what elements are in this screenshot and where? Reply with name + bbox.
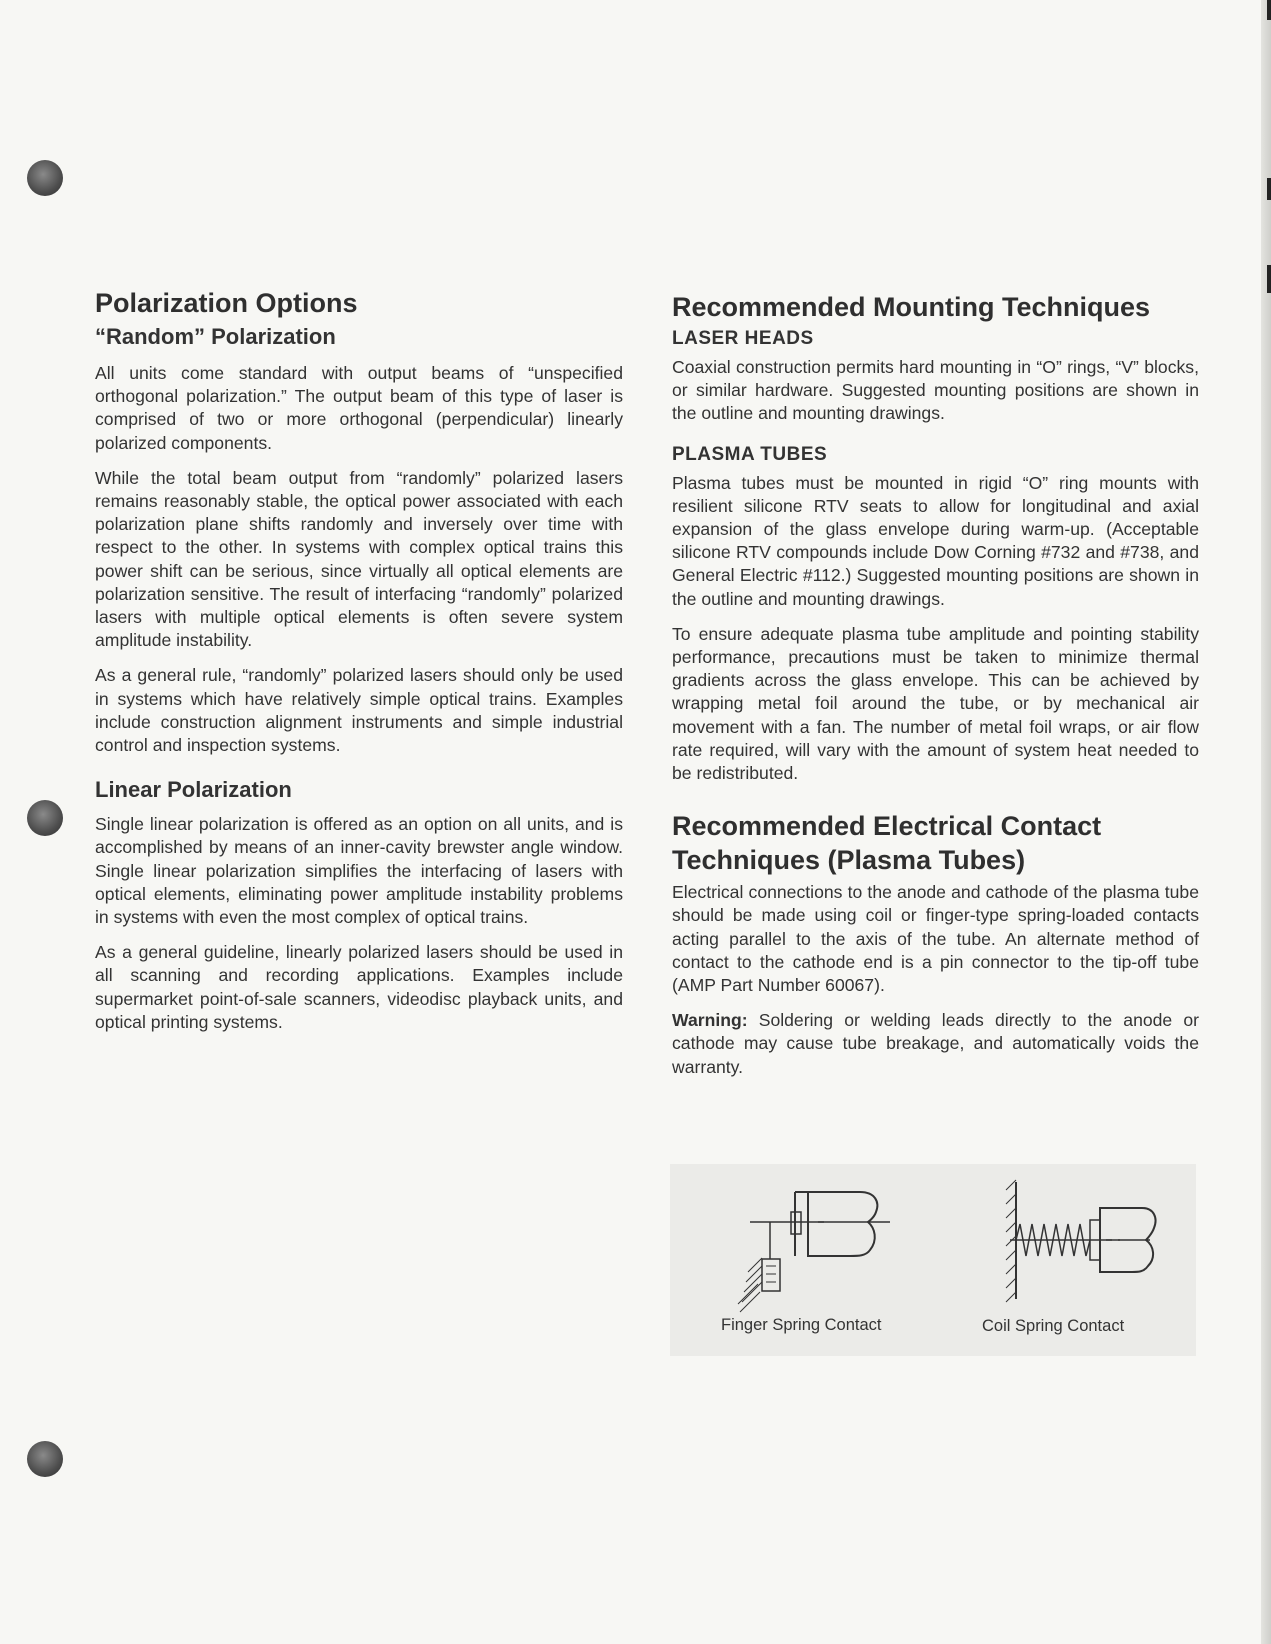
page-edge	[1261, 0, 1271, 1644]
linear-paragraph-2: As a general guideline, linearly polarized lasers should be used in all scanning and recording applications. Examples include supermarket point-of-sale scanners, videodisc playback units, and optical printing systems.	[95, 942, 623, 1032]
right-column	[672, 290, 1199, 1091]
plasma-tubes-heading: PLASMA TUBES	[672, 443, 828, 465]
linear-polarization-heading: Linear Polarization	[95, 777, 292, 803]
electrical-heading-line-2: Techniques (Plasma Tubes)	[672, 845, 1026, 876]
electrical-contact-heading	[672, 809, 1199, 877]
electrical-heading-line-1: Recommended Electrical Contact	[672, 811, 1102, 842]
contact-diagram-figure	[670, 1164, 1196, 1356]
warning-label: Warning:	[672, 1010, 748, 1031]
warning-paragraph	[672, 1009, 1199, 1079]
random-paragraph-1: All units come standard with output beams of “unspecified orthogonal polarization.” The output beam of this type of laser is comprised of two or more orthogonal (perpendicular) linearly polarized components.	[95, 363, 623, 453]
coil-spring-contact-diagram	[1006, 1180, 1156, 1302]
laser-heads-heading: LASER HEADS	[672, 328, 814, 349]
edge-mark	[1267, 265, 1271, 293]
punch-hole-middle	[27, 800, 63, 836]
warning-text: Soldering or welding leads directly to the anode or cathode may cause tube breakage, and automatically voids the warranty.	[672, 1010, 1199, 1077]
plasma-tubes-paragraph-1: Plasma tubes must be mounted in rigid “O” ring mounts with resilient silicone RTV seats to allow for longitudinal and axial expansion of the glass envelope during warm-up. (Acceptable silicone RTV compounds include Dow Corning #732 and #738, and General Electric #112.) Suggested mounting positions are shown in the outline and mounting drawings.	[672, 472, 1199, 609]
mounting-techniques-heading: Recommended Mounting Techniques	[672, 292, 1151, 322]
plasma-tubes-paragraph-2: To ensure adequate plasma tube amplitude and pointing stability performance, precautions must be taken to minimize thermal gradients across the glass envelope. This can be achieved by wrapping metal foil around the tube, or by mechanical air movement with a fan. The number of metal foil wraps, or air flow rate required, will vary with the amount of system heat needed to be redistributed.	[672, 623, 1199, 784]
random-polarization-heading: “Random” Polarization	[95, 324, 336, 349]
linear-paragraph-1: Single linear polarization is offered as an option on all units, and is accomplished by means of an inner-cavity brewster angle window. Single linear polarization simplifies the interfacing of lasers with optical elements, eliminating power amplitude instability problems in systems with even the most complex of optical trains.	[95, 814, 623, 928]
electrical-paragraph: Electrical connections to the anode and cathode of the plasma tube should be made using coil or finger-type spring-loaded contacts acting parallel to the axis of the tube. An alternate method of contact to the cathode end is a pin connector to the tip-off tube (AMP Part Number 60067).	[672, 882, 1199, 996]
random-paragraph-2: While the total beam output from “randomly” polarized lasers remains reasonably stable, the optical power associated with each polarization plane shifts randomly and inversely over time with respect to the other. In systems with complex optical trains this power shift can be serious, since virtually all optical elements are polarization sensitive. The result of interfacing “randomly” polarized lasers with multiple optical elements is often severe system amplitude instability.	[95, 467, 623, 651]
laser-heads-paragraph: Coaxial construction permits hard mounting in “O” rings, “V” blocks, or similar hardware. Suggested mounting positions are shown in the outline and mounting drawings.	[672, 357, 1199, 424]
left-column	[95, 286, 623, 1046]
punch-hole-top	[27, 160, 63, 196]
edge-mark	[1267, 178, 1271, 200]
finger-spring-caption: Finger Spring Contact	[721, 1316, 882, 1334]
coil-spring-caption: Coil Spring Contact	[982, 1317, 1125, 1335]
edge-mark	[1267, 0, 1271, 20]
polarization-options-heading: Polarization Options	[95, 288, 358, 318]
punch-hole-bottom	[27, 1441, 63, 1477]
random-paragraph-3: As a general rule, “randomly” polarized lasers should only be used in systems which have relatively simple optical trains. Examples include construction alignment instruments and simple industrial control and inspection systems.	[95, 665, 623, 756]
finger-spring-contact-diagram	[738, 1192, 890, 1312]
